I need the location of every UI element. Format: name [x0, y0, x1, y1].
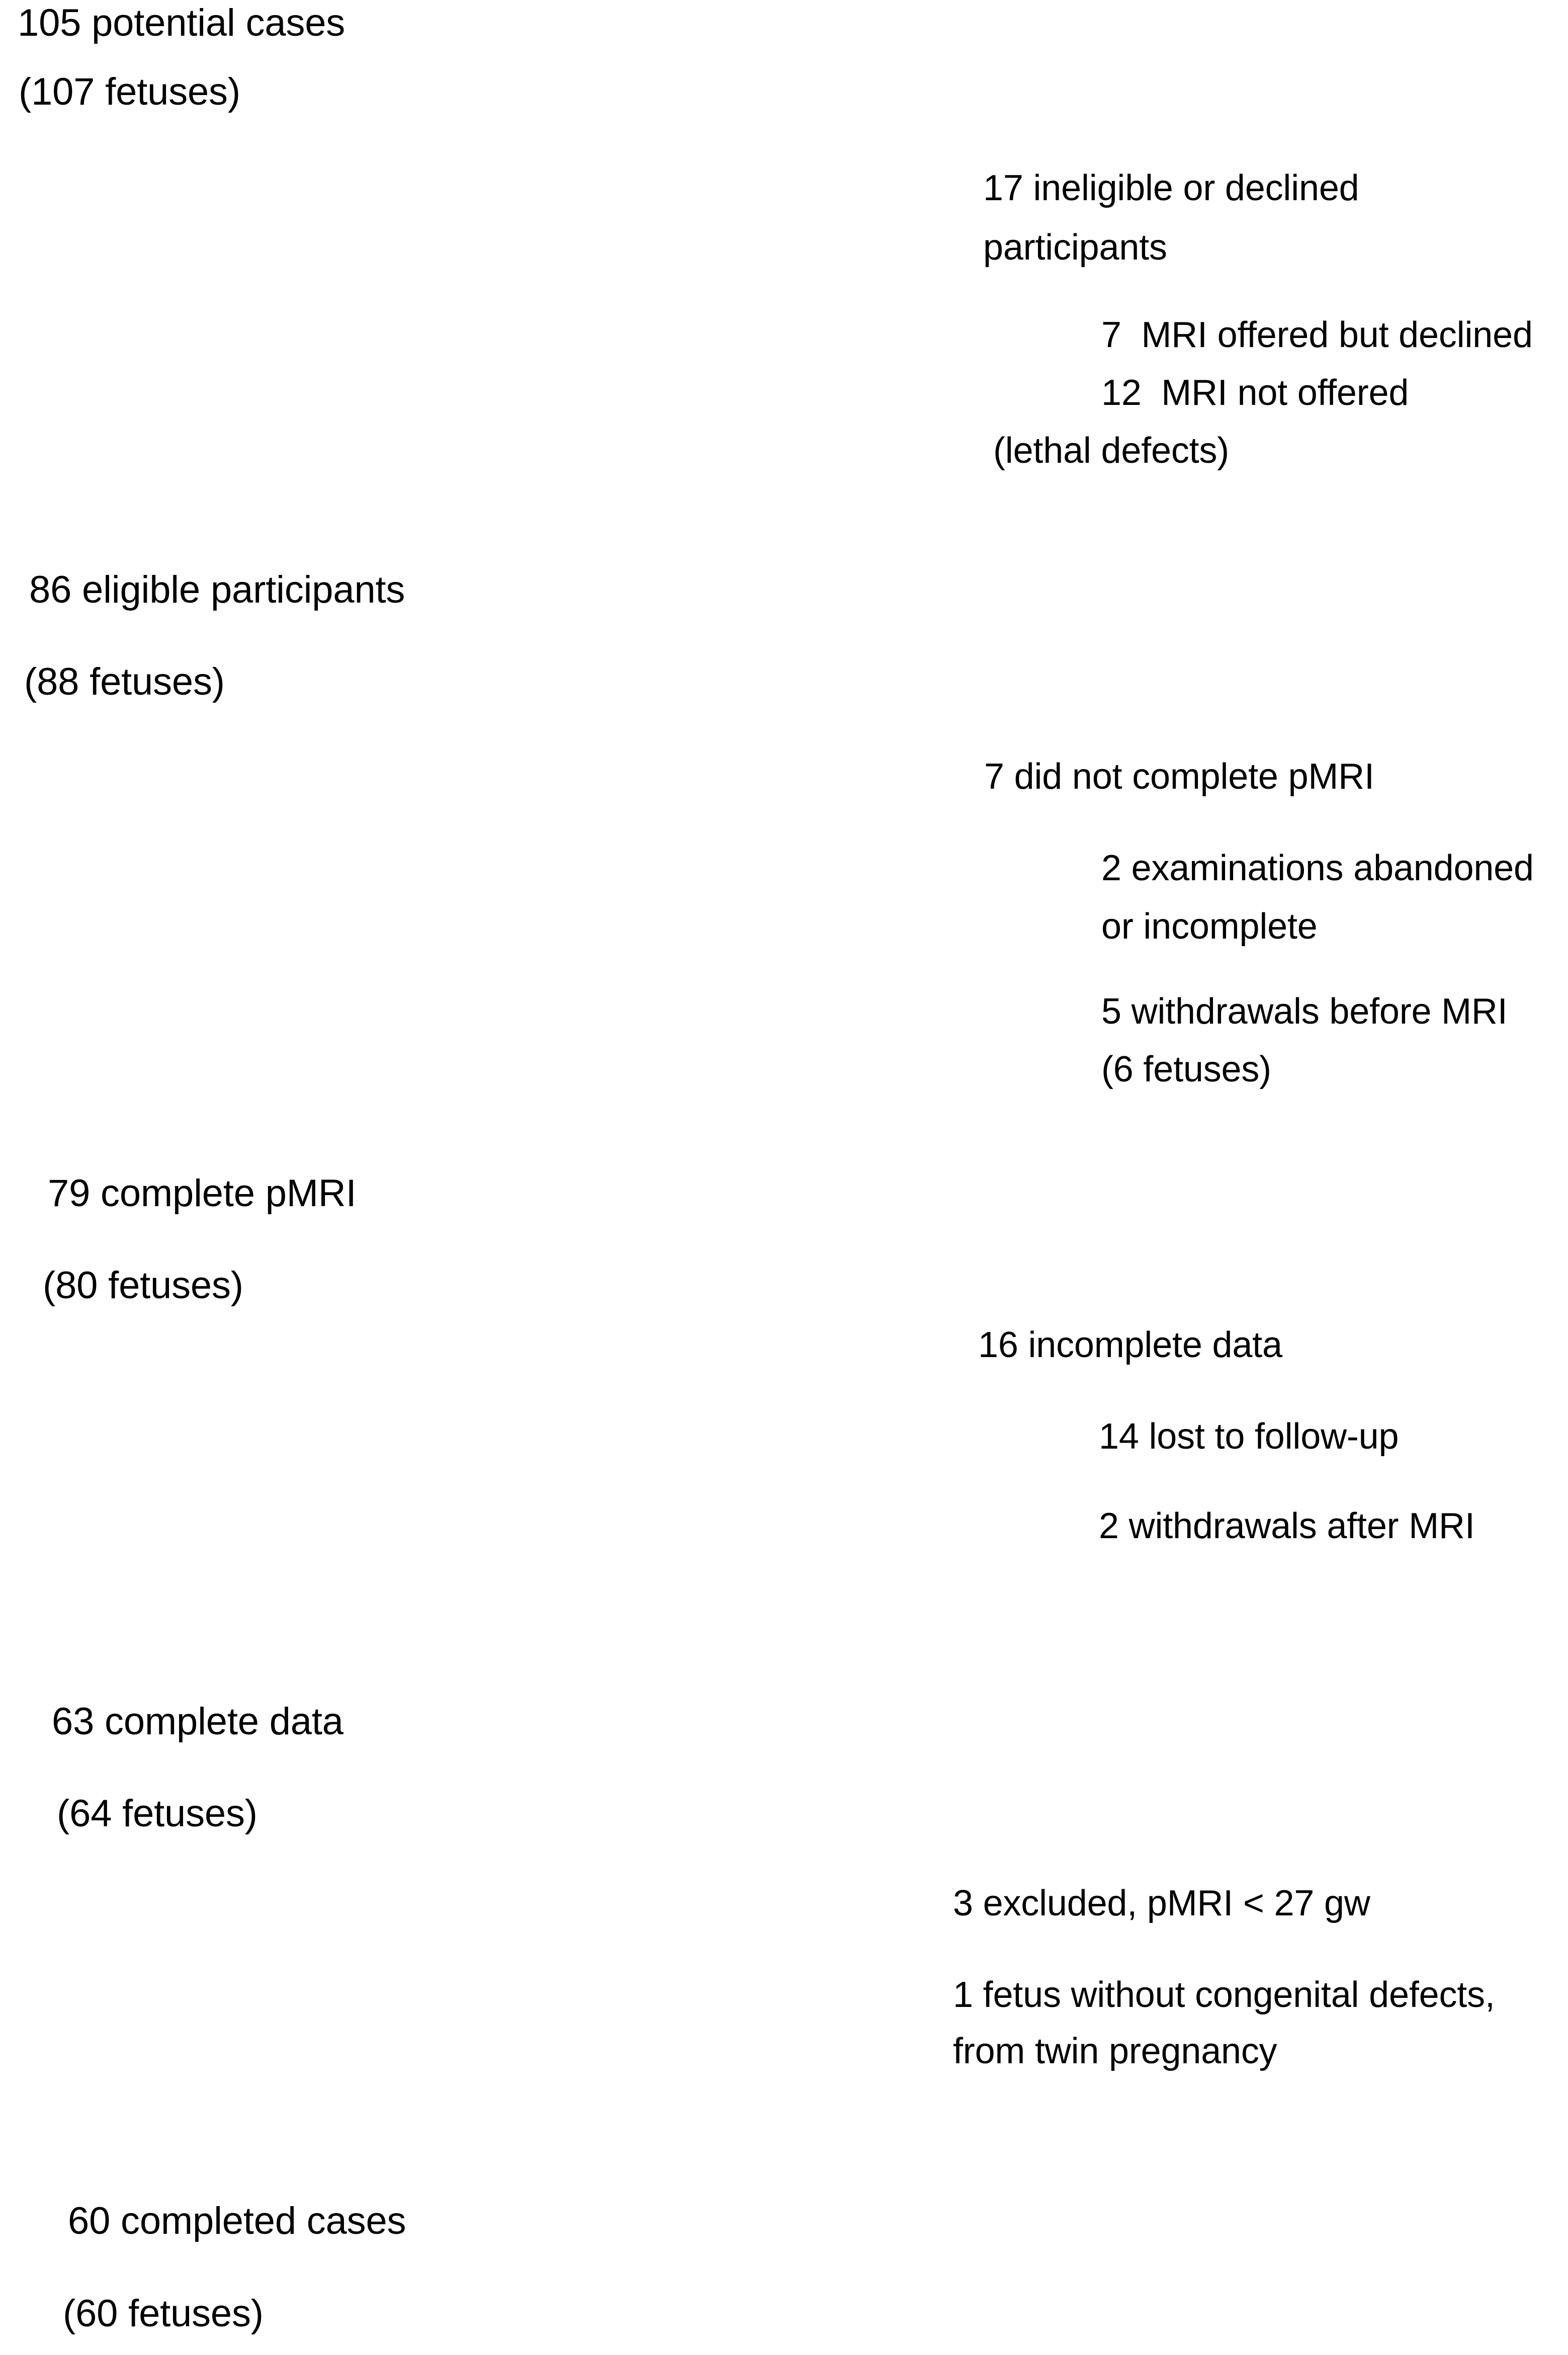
stage-eligible-participants-count: 86 eligible participants: [29, 568, 405, 611]
exclusion-did-not-complete-header: 7 did not complete pMRI: [984, 756, 1374, 797]
exclusion-did-not-complete-sub-item-3: 5 withdrawals before MRI: [1101, 991, 1508, 1032]
exclusion-did-not-complete-sub-item-2: or incomplete: [1101, 906, 1318, 947]
stage-complete-pmri-fetuses: (80 fetuses): [43, 1264, 243, 1307]
exclusion-incomplete-data-header: 16 incomplete data: [978, 1325, 1282, 1365]
exclusion-criteria-line-1: 3 excluded, pMRI < 27 gw: [953, 1883, 1370, 1923]
stage-completed-cases-fetuses: (60 fetuses): [63, 2292, 264, 2335]
exclusion-did-not-complete-sub-item-4: (6 fetuses): [1101, 1049, 1271, 1089]
exclusion-did-not-complete-sub-item-1: 2 examinations abandoned: [1101, 848, 1534, 888]
exclusion-criteria-line-2: 1 fetus without congenital defects,: [953, 1975, 1495, 2015]
stage-potential-cases-fetuses: (107 fetuses): [19, 70, 240, 113]
exclusion-ineligible-note: (lethal defects): [993, 431, 1230, 471]
exclusion-incomplete-data-sub-item-1: 14 lost to follow-up: [1099, 1416, 1399, 1457]
exclusion-ineligible-header-line-1: 17 ineligible or declined: [983, 168, 1359, 208]
stage-complete-data-count: 63 complete data: [52, 1700, 343, 1743]
stage-complete-pmri-count: 79 complete pMRI: [48, 1172, 357, 1215]
exclusion-ineligible-sub-item-1: 7 MRI offered but declined: [1101, 315, 1533, 355]
stage-potential-cases-count: 105 potential cases: [18, 2, 345, 44]
stage-eligible-participants-fetuses: (88 fetuses): [24, 660, 225, 703]
exclusion-ineligible-header-line-2: participants: [983, 227, 1167, 268]
exclusion-ineligible-sub-item-2: 12 MRI not offered: [1101, 373, 1409, 413]
stage-complete-data-fetuses: (64 fetuses): [57, 1792, 257, 1835]
stage-completed-cases-count: 60 completed cases: [68, 2200, 406, 2242]
exclusion-incomplete-data-sub-item-2: 2 withdrawals after MRI: [1099, 1506, 1475, 1546]
exclusion-criteria-line-3: from twin pregnancy: [953, 2031, 1277, 2071]
